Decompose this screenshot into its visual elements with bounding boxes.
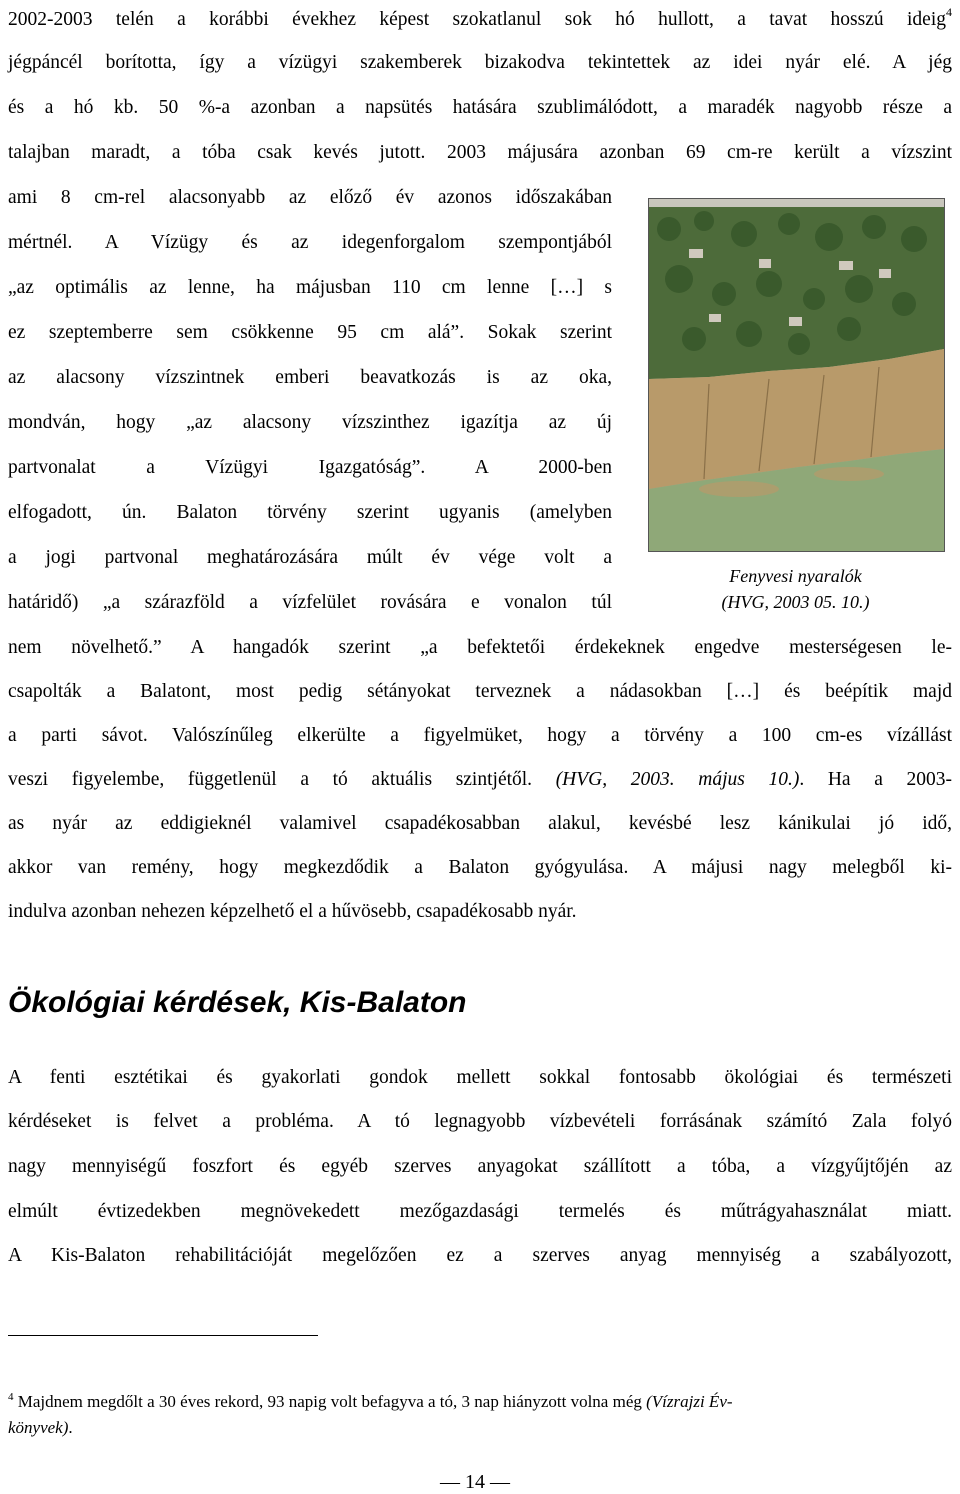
text-line: jégpáncél borította, így a vízügyi szakemberek bizakodva tekintettek az idei nyár elé. A jég bbox=[8, 52, 952, 73]
text-line: kérdéseket is felvet a probléma. A tó legnagyobb vízbevételi forrásának számító Zala folyó bbox=[8, 1111, 952, 1132]
text-line: veszi figyelembe, függetlenül a tó aktuális szintjétől. (HVG, 2003. május 10.). Ha a 2003- bbox=[8, 769, 952, 790]
text-line: mondván, hogy „az alacsony vízszinthez igazítja az új bbox=[8, 412, 612, 433]
text-line: a jogi partvonal meghatározására múlt év vége volt a bbox=[8, 547, 612, 568]
footnote-continuation: könyvek). bbox=[8, 1418, 73, 1437]
text-line: talajban maradt, a tóba csak kevés jutott. 2003 májusára azonban 69 cm-re került a vízszint bbox=[8, 142, 952, 163]
footnote-divider bbox=[8, 1335, 318, 1336]
photo-caption: Fenyvesi nyaralók bbox=[729, 566, 862, 586]
text-line: „az optimális az lenne, ha májusban 110 cm lenne […] s bbox=[8, 277, 612, 298]
footnote-ref[interactable]: 4 bbox=[946, 5, 952, 19]
text-line: a parti sávot. Valószínűleg elkerülte a figyelmüket, hogy a törvény a 100 cm-es vízállást bbox=[8, 725, 952, 746]
text-line: akkor van remény, hogy megkezdődik a Balaton gyógyulása. A májusi nagy melegből ki- bbox=[8, 857, 952, 878]
text-line: elfogadott, ún. Balaton törvény szerint ugyanis (amelyben bbox=[8, 502, 612, 523]
text-line: csapolták a Balatont, most pedig sétányokat terveznek a nádasokban […] és beépítik majd bbox=[8, 681, 952, 702]
text-line: határidő) „a szárazföld a vízfelület rovására e vonalon túl bbox=[8, 592, 612, 613]
text-line: as nyár az eddigieknél valamivel csapadékosabban alakul, kevésbé lesz kánikulai jó idő, bbox=[8, 813, 952, 834]
text-line: 2002-2003 telén a korábbi évekhez képest szokatlanul sok hó hullott, a tavat hosszú ideig$^4$ bbox=[8, 5, 952, 30]
text-line: ez szeptemberre sem csökkenne 95 cm alá”. Sokak szerint bbox=[8, 322, 612, 343]
text-line: ami 8 cm-rel alacsonyabb az előző év azonos időszakában bbox=[8, 187, 612, 208]
section-heading: Ökológiai kérdések, Kis-Balaton bbox=[8, 986, 467, 1019]
text-line: nem növelhető.” A hangadók szerint „a befektetői érdekeknek engedve mesterségesen le- bbox=[8, 637, 952, 658]
text-line: mértnél. A Vízügy és az idegenforgalom szempontjából bbox=[8, 232, 612, 253]
text-line: nagy mennyiségű foszfort és egyéb szerves anyagokat szállított a tóba, a vízgyűjtőjén az bbox=[8, 1156, 952, 1177]
text-line: indulva azonban nehezen képzelhető el a hűvösebb, csapadékosabb nyár. bbox=[8, 901, 577, 922]
text-line: elmúlt évtizedekben megnövekedett mezőgazdasági termelés és műtrágyahasználat miatt. bbox=[8, 1201, 952, 1222]
text-line: az alacsony vízszintnek emberi beavatkozás is az oka, bbox=[8, 367, 612, 388]
page-number: — 14 — bbox=[440, 1471, 510, 1493]
citation: (HVG, 2003. május 10.) bbox=[555, 769, 800, 790]
photo-caption-source: (HVG, 2003 05. 10.) bbox=[721, 592, 870, 612]
text-line: A fenti esztétikai és gyakorlati gondok mellett sokkal fontosabb ökológiai és természeti bbox=[8, 1067, 952, 1088]
text-line: partvonalat a Vízügyi Igazgatóság”. A 2000-ben bbox=[8, 457, 612, 478]
aerial-photo bbox=[648, 198, 945, 552]
text-line: és a hó kb. 50 %-a azonban a napsütés hatására szublimálódott, a maradék nagyobb része a bbox=[8, 97, 952, 118]
footnote: $^4$ Majdnem megdőlt a 30 éves rekord, 93 napig volt befagyva a tó, 3 nap hiányzott volna még (Vízrajzi Év- bbox=[8, 1391, 733, 1411]
text-line: A Kis-Balaton rehabilitációját megelőzően ez a szerves anyag mennyiség a szabályozott, bbox=[8, 1245, 952, 1266]
